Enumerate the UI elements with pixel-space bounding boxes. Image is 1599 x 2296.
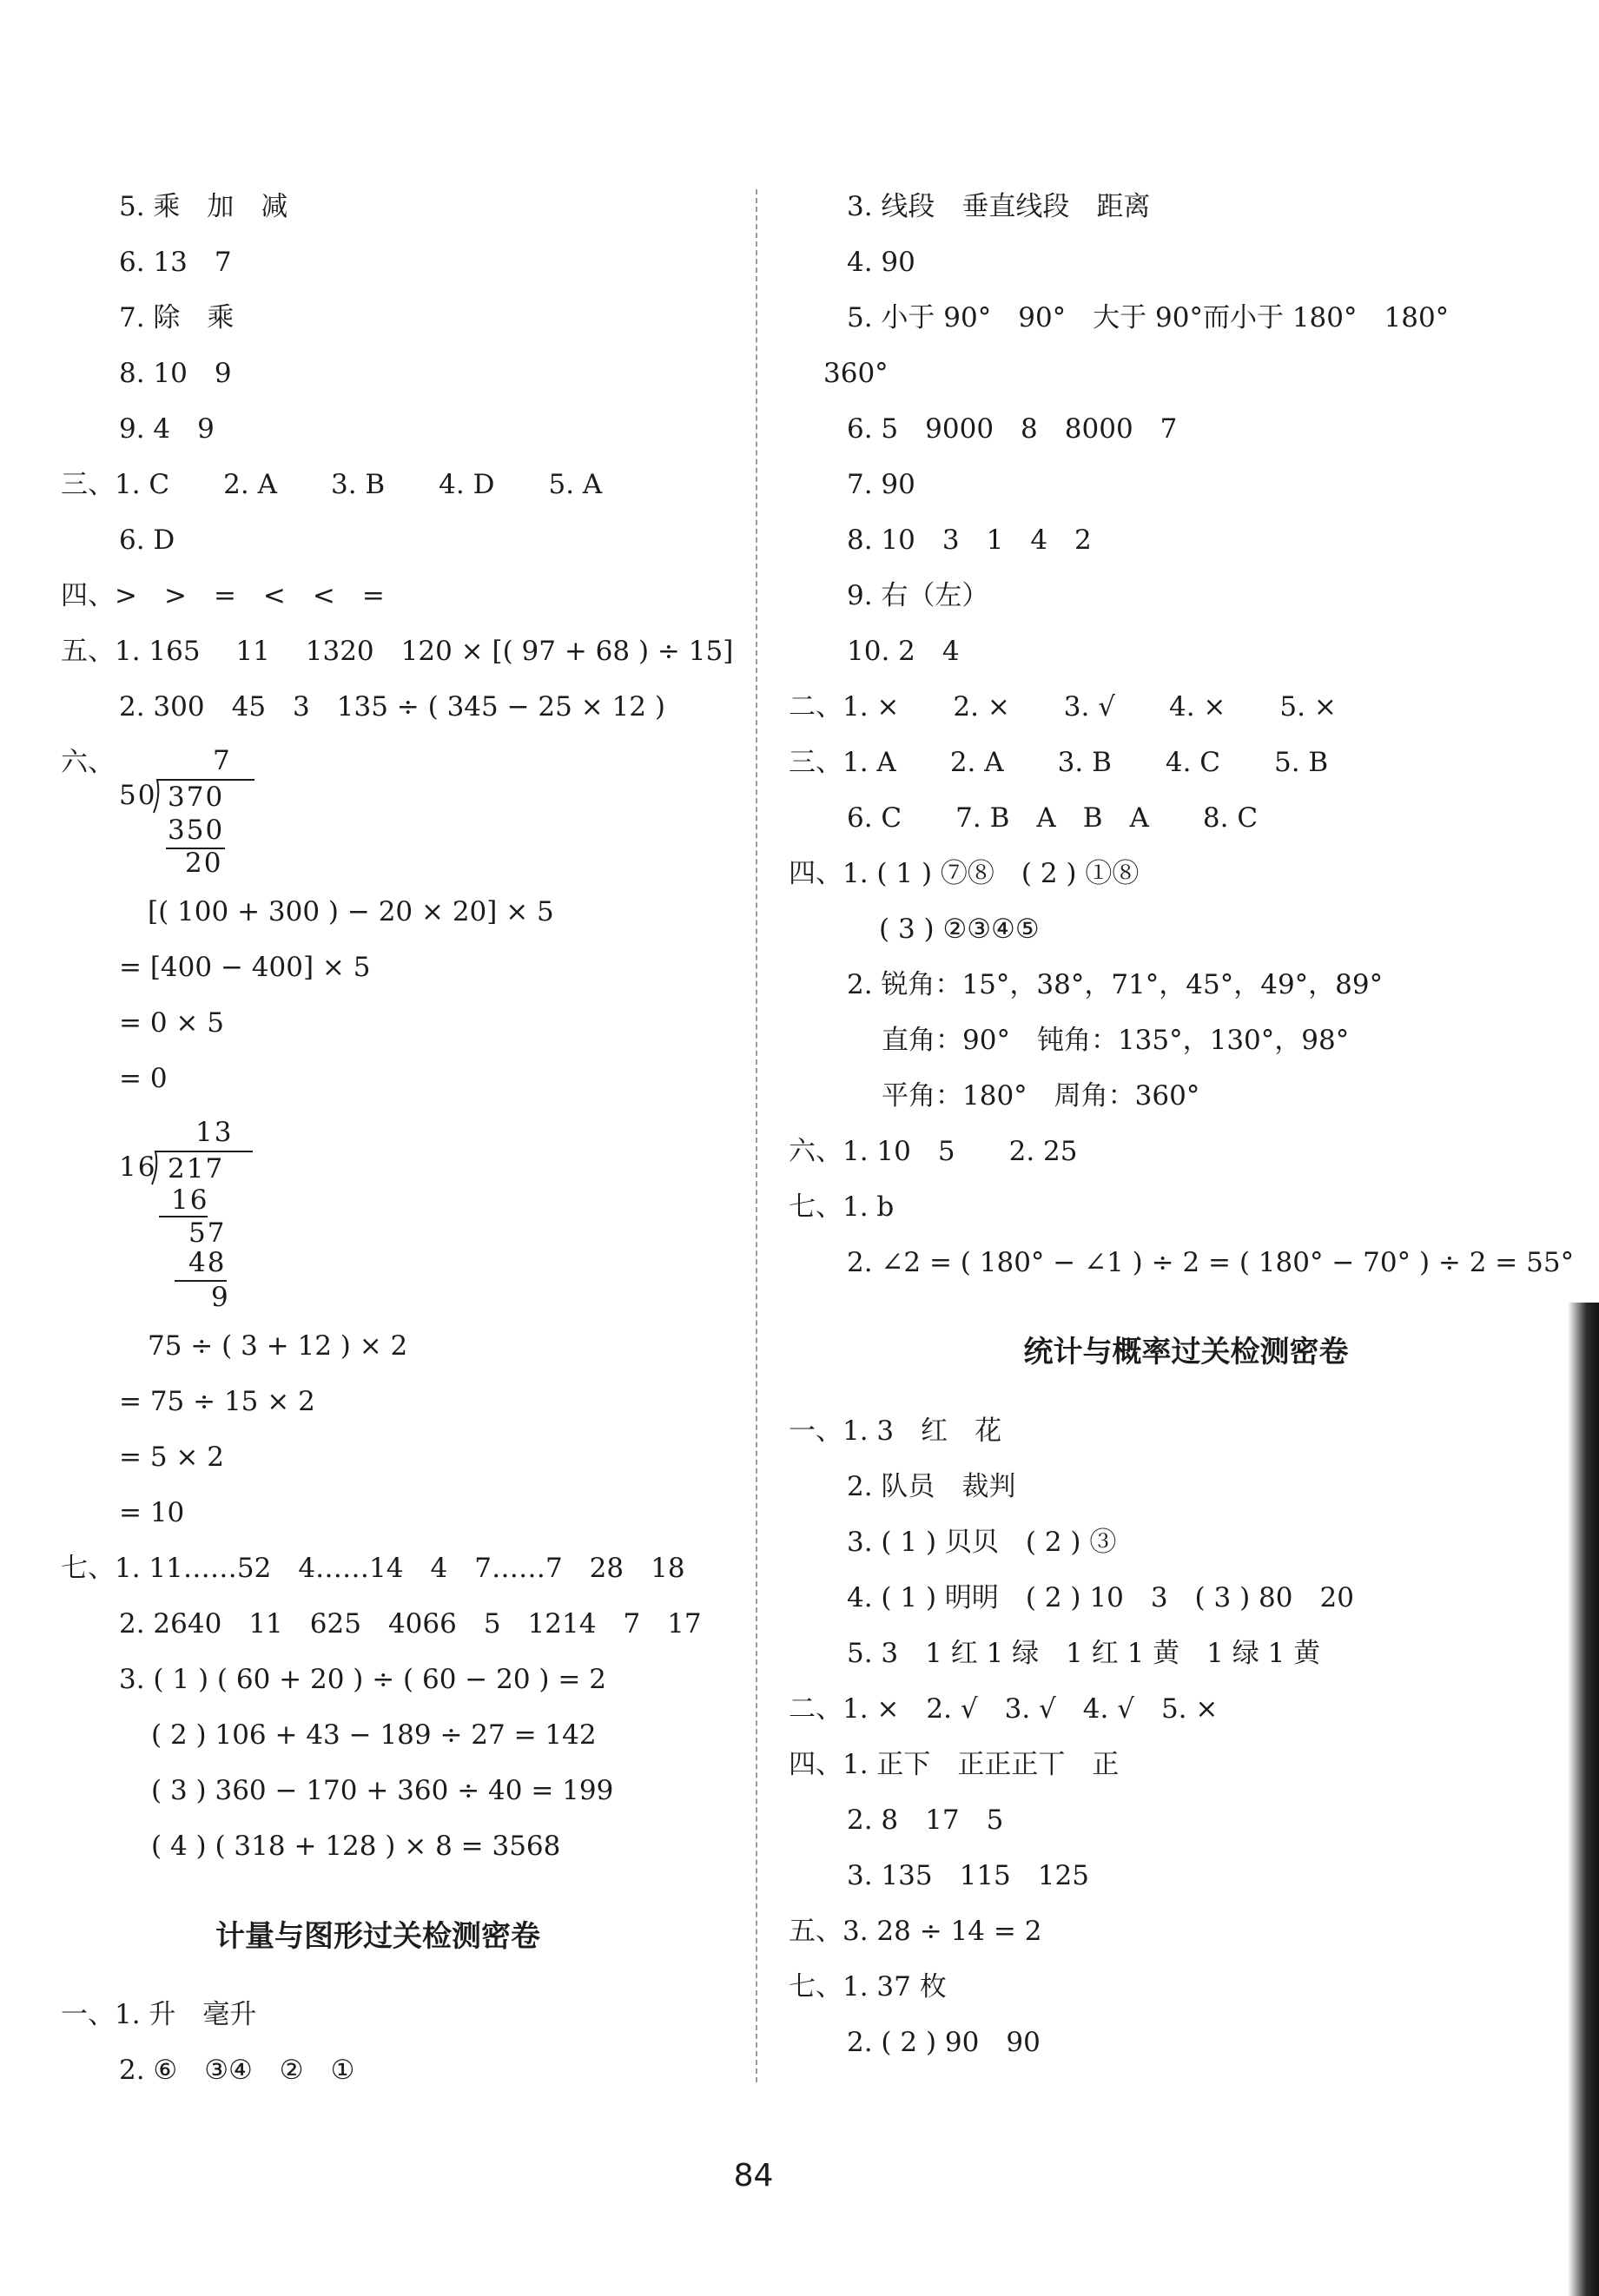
answer-line: 五、1. 165 11 1320 120 × [( 97 + 68 ) ÷ 15] [61, 636, 734, 667]
dividend: 217 [168, 1153, 225, 1184]
long-division-2 [119, 1117, 258, 1316]
quotient: 7 [213, 745, 232, 776]
remainder: 20 [185, 848, 223, 879]
answer-line: 二、1. × 2. × 3. √ 4. × 5. × [789, 691, 1337, 722]
answer-line: = [400 − 400] × 5 [119, 952, 371, 983]
answer-line: 2. ∠2 = ( 180° − ∠1 ) ÷ 2 = ( 180° − 70° ) ÷ 2 = 55° [847, 1247, 1575, 1278]
answer-line: 3. 135 115 125 [847, 1860, 1089, 1891]
dividend: 370 [168, 782, 225, 813]
scan-edge-shadow [1568, 1303, 1599, 2296]
answer-line: 六、1. 10 5 2. 25 [789, 1136, 1078, 1167]
answer-line: 三、1. A 2. A 3. B 4. C 5. B [789, 747, 1329, 778]
section-heading: 计量与图形过关检测密卷 [215, 1919, 540, 1954]
answer-line: = 75 ÷ 15 × 2 [119, 1386, 315, 1417]
answer-line: 七、1. b [789, 1191, 895, 1223]
divisor: 16 [119, 1151, 157, 1183]
answer-line: 6. D [119, 525, 175, 556]
answer-line: 8. 10 9 [119, 358, 232, 389]
answer-line: 2. 8 17 5 [847, 1804, 1004, 1836]
subtraction-step: 16 [171, 1184, 209, 1216]
answer-line: 2. 2640 11 625 4066 5 1214 7 17 [119, 1608, 702, 1640]
answer-line: 75 ÷ ( 3 + 12 ) × 2 [148, 1330, 408, 1362]
answer-line: ( 3 ) 360 − 170 + 360 ÷ 40 = 199 [151, 1775, 614, 1806]
answer-line: 6. 5 9000 8 8000 7 [847, 413, 1178, 445]
answer-line: ( 3 ) ②③④⑤ [879, 914, 1040, 945]
answer-line: 四、> > = < < = [61, 580, 385, 611]
answer-line: 8. 10 3 1 4 2 [847, 525, 1092, 556]
answer-line: 4. ( 1 ) 明明 ( 2 ) 10 3 ( 3 ) 80 20 [847, 1582, 1354, 1613]
answer-line: 一、1. 升 毫升 [61, 1999, 257, 2030]
divisor: 50 [119, 780, 157, 811]
answer-line: 3. 线段 垂直线段 距离 [847, 191, 1151, 222]
answer-line: 3. ( 1 ) 贝贝 ( 2 ) ③ [847, 1527, 1117, 1558]
answer-line: [( 100 + 300 ) − 20 × 20] × 5 [148, 896, 554, 927]
answer-line: 10. 2 4 [847, 636, 960, 667]
answer-line: 一、1. 3 红 花 [789, 1415, 1002, 1447]
answer-line: 2. ⑥ ③④ ② ① [119, 2055, 355, 2086]
answer-line: 2. 锐角：15°，38°，71°，45°，49°，89° [847, 969, 1384, 1000]
answer-line: 9. 4 9 [119, 413, 215, 445]
answer-line: 4. 90 [847, 247, 915, 278]
answer-line: 五、3. 28 ÷ 14 = 2 [789, 1916, 1042, 1947]
answer-line: 7. 除 乘 [119, 302, 235, 333]
long-division-1 [119, 745, 258, 884]
section-label: 六、 [61, 747, 115, 778]
answer-line: 七、1. 11……52 4……14 4 7……7 28 18 [61, 1553, 685, 1584]
answer-line: 5. 乘 加 减 [119, 191, 288, 222]
page-number: 84 [733, 2158, 774, 2194]
partial-dividend: 57 [188, 1217, 227, 1249]
remainder: 9 [211, 1282, 230, 1313]
answer-line: 四、1. 正下 正正正丅 正 [789, 1749, 1120, 1780]
answer-line: 5. 3 1 红 1 绿 1 红 1 黄 1 绿 1 黄 [847, 1638, 1321, 1669]
answer-line: 3. ( 1 ) ( 60 + 20 ) ÷ ( 60 − 20 ) = 2 [119, 1664, 606, 1695]
answer-line: 7. 90 [847, 469, 915, 500]
answer-line: 6. 13 7 [119, 247, 232, 278]
answer-line: 三、1. C 2. A 3. B 4. D 5. A [61, 469, 603, 500]
answer-line: ( 4 ) ( 318 + 128 ) × 8 = 3568 [151, 1831, 561, 1862]
answer-line: 5. 小于 90° 90° 大于 90°而小于 180° 180° [847, 302, 1450, 333]
answer-line: 平角：180° 周角：360° [882, 1080, 1200, 1112]
answer-line: 二、1. × 2. √ 3. √ 4. √ 5. × [789, 1693, 1219, 1725]
subtraction-step: 350 [168, 815, 225, 846]
answer-line: 四、1. ( 1 ) ⑦⑧ ( 2 ) ①⑧ [789, 858, 1140, 889]
quotient: 13 [195, 1117, 234, 1148]
answer-line: 直角：90° 钝角：135°，130°，98° [882, 1025, 1350, 1056]
answer-line: = 10 [119, 1497, 185, 1528]
answer-line: ( 2 ) 106 + 43 − 189 ÷ 27 = 142 [151, 1719, 597, 1751]
answer-line: 2. 队员 裁判 [847, 1471, 1016, 1502]
answer-line: = 0 [119, 1063, 168, 1094]
answer-line: = 0 × 5 [119, 1007, 224, 1039]
column-divider [756, 189, 757, 2082]
answer-line: 360° [823, 358, 889, 389]
answer-line: 9. 右（左） [847, 580, 989, 611]
subtraction-step: 48 [188, 1247, 227, 1278]
answer-line: 七、1. 37 枚 [789, 1971, 947, 2002]
section-heading: 统计与概率过关检测密卷 [1023, 1335, 1349, 1369]
answer-line: = 5 × 2 [119, 1442, 224, 1473]
answer-line: 2. ( 2 ) 90 90 [847, 2027, 1041, 2058]
answer-line: 2. 300 45 3 135 ÷ ( 345 − 25 × 12 ) [119, 691, 665, 722]
answer-line: 6. C 7. B A B A 8. C [847, 802, 1259, 834]
